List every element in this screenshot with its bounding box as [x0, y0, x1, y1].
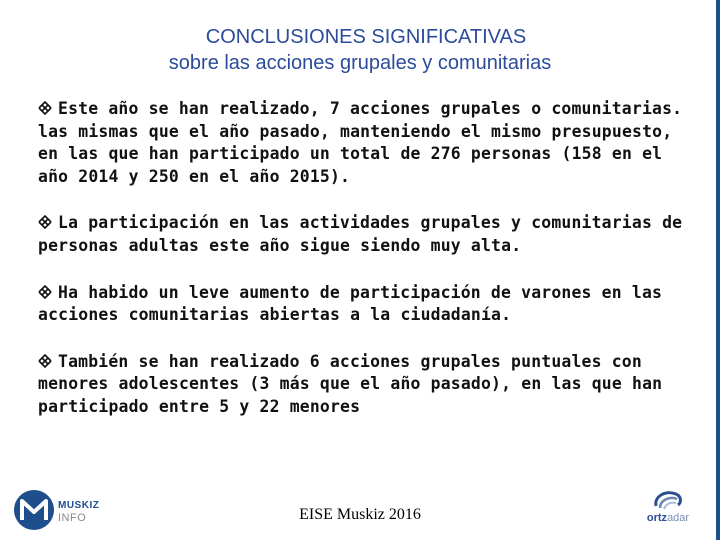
ortzadar-logo	[630, 488, 706, 532]
footer-caption: EISE Muskiz 2016	[299, 506, 421, 523]
bullet-text: La participación en las actividades grupales y comunitarias de personas adultas este año sigue siendo muy alta.	[38, 213, 683, 255]
bullet-text: Ha habido un leve aumento de participación de varones en las acciones comunitarias abiertas a la ciudadanía.	[38, 282, 663, 325]
logo-left-line-2: INFO	[58, 512, 87, 524]
ortzadar-word-part-2: adar	[667, 512, 690, 524]
title-line-1: CONCLUSIONES SIGNIFICATIVAS	[205, 26, 527, 48]
bullet-item	[38, 351, 698, 419]
diamond-bullet-icon	[38, 101, 52, 115]
bullet-list	[38, 98, 698, 419]
title-line-2: sobre las acciones grupales y comunitarias	[168, 52, 552, 74]
bullet-item	[38, 98, 698, 188]
logo-left-line-1: MUSKIZ	[58, 500, 100, 511]
ortzadar-word-part-1: ortz	[646, 512, 668, 524]
diamond-bullet-icon	[38, 285, 52, 299]
bullet-item	[38, 212, 698, 257]
ortzadar-wordmark	[630, 512, 706, 524]
ortzadar-swirl-icon	[650, 488, 686, 512]
diamond-bullet-icon	[38, 215, 52, 229]
bullet-text: También se han realizado 6 acciones grupales puntuales con menores adolescentes (3 más que el año pasado), en las que han participado entre 5 y 22 menores	[38, 351, 663, 416]
bullet-text: Este año se han realizado, 7 acciones grupales o comunitarias. las mismas que el año pasado, manteniendo el mismo presupuesto, en las que han participado un total de 276 personas (158 en el año 2014 y 250 en el año 2015).	[38, 99, 683, 186]
slide-edge-bar	[716, 0, 720, 540]
diamond-bullet-icon	[38, 354, 52, 368]
slide-title	[0, 24, 720, 76]
bullet-item	[38, 282, 698, 327]
